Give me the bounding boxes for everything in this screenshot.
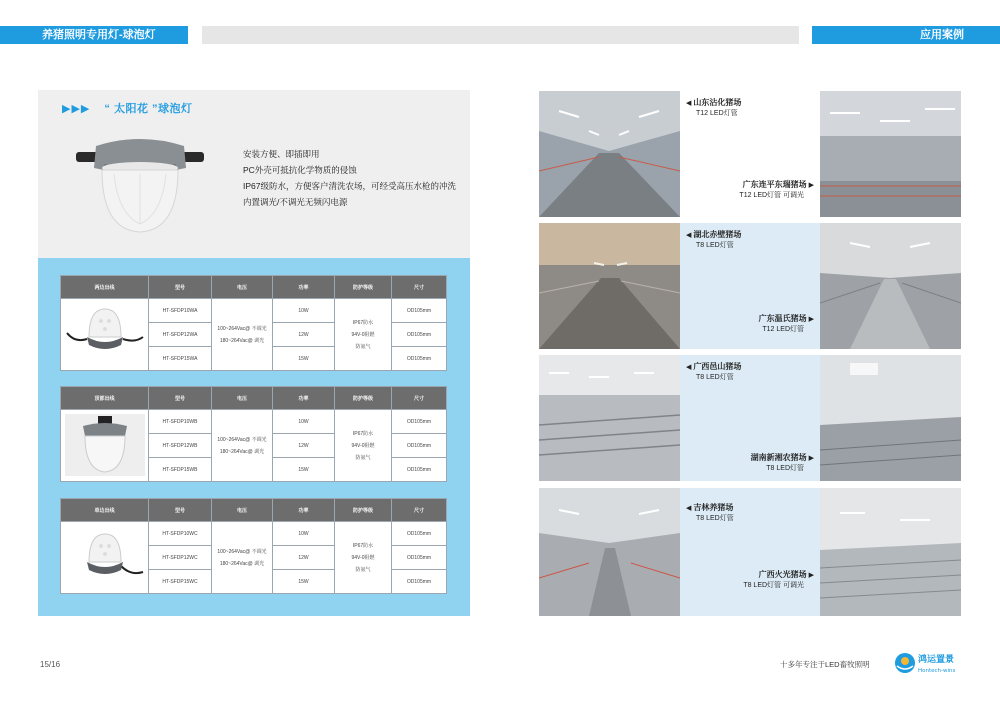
product-photo-cell (61, 299, 149, 371)
logo-cn-text: 鸿运置景 (918, 655, 955, 665)
caret-left-icon: ◀ (686, 505, 692, 512)
power-cell: 10W (273, 299, 335, 323)
protection-line: IP67防水 (352, 430, 374, 437)
case-desc: T8 LED灯管 (696, 515, 734, 522)
model-cell: HT-SFDP10WA (149, 299, 212, 323)
size-cell: OD105mm (392, 458, 447, 482)
table-header: 功率 (273, 276, 335, 299)
case-photo-xinxiangnong (820, 355, 961, 481)
cases-title: 应用案例 (920, 29, 964, 41)
protection-line: IP67防水 (352, 542, 374, 549)
case-photo-shandong (539, 91, 680, 217)
protection-line: IP67防水 (352, 319, 374, 326)
case-name: 广西火光猪场 (758, 570, 807, 579)
case-desc: T8 LED灯管 (696, 242, 734, 249)
bulb-lamp-image (74, 134, 206, 234)
case-photo-huoguang (820, 488, 961, 616)
voltage-line: 180~264Vac@ 调光 (219, 448, 265, 455)
voltage-cell (212, 299, 273, 371)
feature-item: IP67级防水，方便客户清洗农场，可经受高压水枪的冲洗 (243, 181, 456, 191)
product-name: “ 太阳花 ”球泡灯 (104, 103, 193, 115)
caret-right-icon: ▶ (808, 572, 814, 579)
case-caption-yishan (686, 362, 741, 383)
power-cell: 12W (273, 434, 335, 458)
table-header: 顶部出线 (61, 387, 149, 410)
table-header: 功率 (273, 499, 335, 522)
feature-item: 内置调光/不调光无频闪电源 (243, 197, 348, 207)
product-photo-cell (61, 522, 149, 594)
voltage-line: 100~264Vac@ 不调光 (217, 436, 267, 443)
power-cell: 15W (273, 347, 335, 371)
power-cell: 15W (273, 570, 335, 594)
size-cell: OD105mm (392, 546, 447, 570)
size-cell: OD105mm (392, 522, 447, 546)
size-cell: OD105mm (392, 410, 447, 434)
bulb-top-exit-image (65, 414, 145, 476)
protection-line: 防氨气 (355, 343, 371, 350)
product-photo-cell (61, 410, 149, 482)
table-header: 功率 (273, 387, 335, 410)
model-cell: HT-SFDP10WB (149, 410, 212, 434)
table-header: 防护等级 (335, 387, 392, 410)
case-caption-huoguang (730, 570, 814, 591)
voltage-line: 100~264Vac@ 不调光 (217, 325, 267, 332)
case-desc: T8 LED灯管 (766, 465, 804, 472)
protection-cell (335, 410, 392, 482)
table-header: 防护等级 (335, 499, 392, 522)
protection-line: 94V-0阻燃 (351, 442, 375, 449)
model-cell: HT-SFDP12WB (149, 434, 212, 458)
section-title: 养猪照明专用灯-球泡灯 (42, 29, 156, 41)
table-header: 尺寸 (392, 499, 447, 522)
case-name: 广东连平东瑞猪场 (742, 180, 807, 189)
case-photo-jilin (539, 488, 680, 616)
model-cell: HT-SFDP10WC (149, 522, 212, 546)
case-photo-wens (820, 223, 961, 349)
case-desc: T12 LED灯管 (762, 326, 804, 333)
caret-right-icon: ▶ (808, 182, 814, 189)
model-cell: HT-SFDP12WA (149, 323, 212, 347)
case-photo-lianping (820, 91, 961, 217)
table-header: 电压 (212, 499, 273, 522)
case-desc: T12 LED灯管 可调光 (739, 192, 804, 199)
caret-right-icon: ▶ (808, 316, 814, 323)
table-header: 尺寸 (392, 276, 447, 299)
voltage-line: 180~264Vac@ 调光 (219, 337, 265, 344)
table-header: 两边出线 (61, 276, 149, 299)
logo-en-text: Hontech-wins (918, 668, 956, 674)
case-name: 广东温氏猪场 (758, 314, 807, 323)
company-logo (893, 650, 971, 676)
feature-item: PC外壳可抵抗化学物质的侵蚀 (243, 165, 357, 175)
section-title-bar (0, 26, 188, 44)
table-header: 单边出线 (61, 499, 149, 522)
table-header: 防护等级 (335, 276, 392, 299)
case-name: 山东沾化猪场 (693, 98, 742, 107)
power-cell: 15W (273, 458, 335, 482)
triple-arrow-icon: ▶▶▶ (62, 103, 91, 115)
case-caption-shandong (686, 98, 741, 119)
bulb-single-side-image (65, 526, 145, 588)
model-cell: HT-SFDP15WC (149, 570, 212, 594)
voltage-cell (212, 522, 273, 594)
table-header: 型号 (149, 276, 212, 299)
case-photo-chibi (539, 223, 680, 349)
table-header: 电压 (212, 387, 273, 410)
case-caption-chibi (686, 230, 741, 251)
protection-cell (335, 522, 392, 594)
caret-right-icon: ▶ (808, 455, 814, 462)
bulb-two-side-image (65, 303, 145, 365)
size-cell: OD105mm (392, 323, 447, 347)
table-header: 型号 (149, 387, 212, 410)
case-desc: T8 LED灯管 可调光 (743, 582, 804, 589)
case-name: 吉林养猪场 (693, 503, 734, 512)
footer-slogan: 十多年专注于LED畜牧照明 (780, 660, 870, 669)
case-caption-wens (736, 314, 814, 335)
power-cell: 10W (273, 522, 335, 546)
voltage-line: 180~264Vac@ 调光 (219, 560, 265, 567)
case-desc: T12 LED灯管 (696, 110, 738, 117)
protection-cell (335, 299, 392, 371)
table-header: 电压 (212, 276, 273, 299)
caret-left-icon: ◀ (686, 364, 692, 371)
size-cell: OD105mm (392, 347, 447, 371)
size-cell: OD105mm (392, 434, 447, 458)
voltage-line: 100~264Vac@ 不调光 (217, 548, 267, 555)
feature-item: 安装方便、即插即用 (243, 149, 320, 159)
table-header: 型号 (149, 499, 212, 522)
size-cell: OD105mm (392, 570, 447, 594)
power-cell: 10W (273, 410, 335, 434)
case-name: 湖北赤壁猪场 (693, 230, 742, 239)
spec-table-c (60, 498, 447, 594)
model-cell: HT-SFDP12WC (149, 546, 212, 570)
cases-title-bar (812, 26, 1000, 44)
case-caption-jilin (686, 503, 734, 524)
product-title (62, 100, 193, 116)
power-cell: 12W (273, 323, 335, 347)
spec-table-a (60, 275, 447, 371)
case-caption-xinxiangnong (730, 453, 814, 474)
caret-left-icon: ◀ (686, 232, 692, 239)
caret-left-icon: ◀ (686, 100, 692, 107)
model-cell: HT-SFDP15WA (149, 347, 212, 371)
power-cell: 12W (273, 546, 335, 570)
size-cell: OD105mm (392, 299, 447, 323)
case-desc: T8 LED灯管 (696, 374, 734, 381)
case-name: 广西邑山猪场 (693, 362, 742, 371)
case-name: 湖南新湘农猪场 (750, 453, 807, 462)
feature-list (243, 146, 456, 210)
protection-line: 防氨气 (355, 566, 371, 573)
protection-line: 94V-0阻燃 (351, 554, 375, 561)
header-divider-bar (202, 26, 799, 44)
spec-table-b (60, 386, 447, 482)
page-number: 15/16 (40, 660, 61, 669)
model-cell: HT-SFDP15WB (149, 458, 212, 482)
case-caption-lianping (736, 180, 814, 201)
protection-line: 94V-0阻燃 (351, 331, 375, 338)
case-photo-yishan (539, 355, 680, 481)
voltage-cell (212, 410, 273, 482)
protection-line: 防氨气 (355, 454, 371, 461)
table-header: 尺寸 (392, 387, 447, 410)
